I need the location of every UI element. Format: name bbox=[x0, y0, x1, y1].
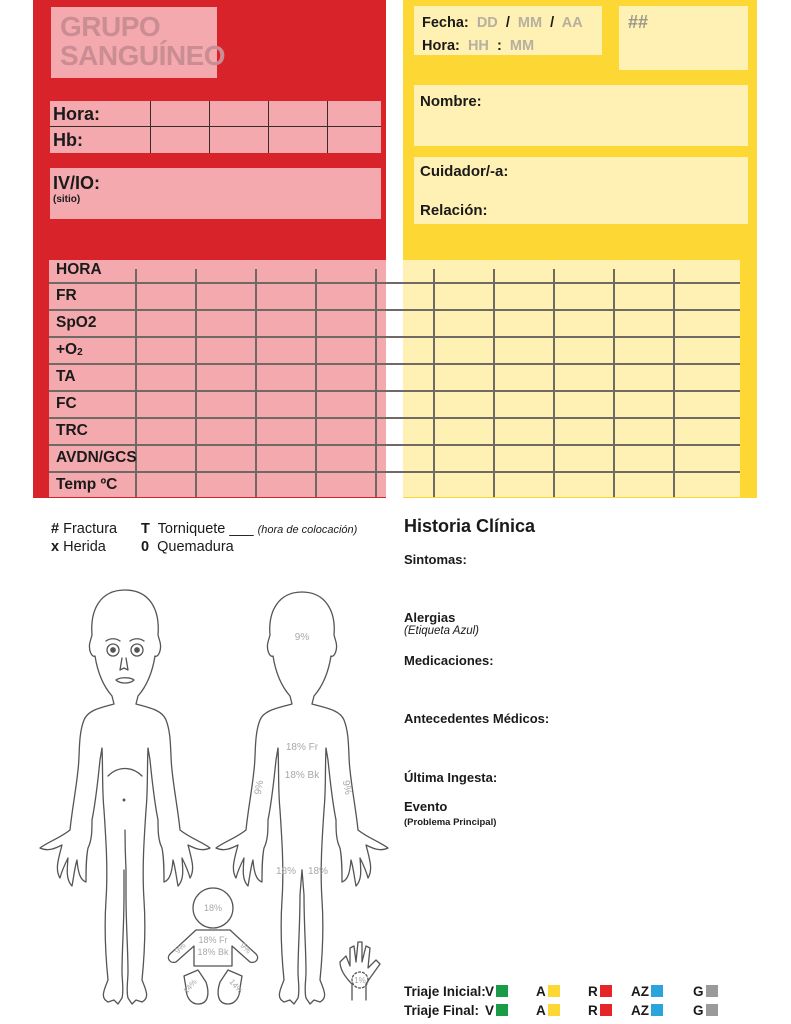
yellow-swatch bbox=[548, 985, 560, 997]
hb-row-label-hora: Hora: bbox=[50, 101, 151, 127]
carer-label: Cuidador/-a: bbox=[420, 163, 509, 180]
blood-group-field[interactable] bbox=[51, 7, 226, 78]
infant-left-arm-pct: 9% bbox=[172, 940, 188, 956]
infant-head-pct: 18% bbox=[203, 903, 223, 913]
hb-cell[interactable] bbox=[210, 101, 269, 127]
green-swatch bbox=[496, 1004, 508, 1016]
hb-row-label-hb: Hb: bbox=[50, 127, 151, 153]
vitals-label-hora: HORA bbox=[56, 261, 102, 278]
legend-burn: 0 Quemadura bbox=[141, 539, 234, 555]
grey-swatch bbox=[706, 985, 718, 997]
hour-placeholder[interactable]: HH bbox=[467, 38, 489, 54]
vitals-label-ta: TA bbox=[56, 368, 76, 385]
legend-tourniquet: T Torniquete ___ (hora de colocación) bbox=[141, 521, 358, 537]
triage-final-g[interactable]: G bbox=[693, 1003, 718, 1018]
infant-trunk-back-pct: 18% Bk bbox=[197, 947, 229, 957]
history-title: Historia Clínica bbox=[404, 516, 536, 536]
medications-label: Medicaciones: bbox=[404, 653, 494, 668]
triage-final-r[interactable]: R bbox=[588, 1003, 612, 1018]
year-placeholder[interactable]: AA bbox=[561, 15, 583, 31]
vitals-label-temp: Temp ºC bbox=[56, 476, 118, 493]
triage-final-row bbox=[404, 1003, 704, 1021]
back-head-pct: 9% bbox=[294, 632, 310, 643]
id-number-placeholder: ## bbox=[628, 12, 649, 32]
infant-right-arm-pct: 9% bbox=[238, 940, 254, 956]
triage-initial-az[interactable]: AZ bbox=[631, 984, 663, 999]
relation-label: Relación: bbox=[420, 202, 488, 219]
palm-figure[interactable] bbox=[340, 942, 380, 1000]
month-placeholder[interactable]: MM bbox=[517, 15, 543, 31]
triage-initial-row bbox=[404, 984, 704, 1002]
infant-left-leg-pct: 14% bbox=[181, 977, 199, 996]
last-intake-label: Última Ingesta: bbox=[404, 770, 498, 785]
vitals-label-fr: FR bbox=[56, 287, 77, 304]
hb-cell[interactable] bbox=[210, 127, 269, 153]
event-note: (Problema Principal) bbox=[404, 817, 497, 828]
time-row: Hora: HH : MM bbox=[422, 38, 535, 54]
date-row: Fecha: DD / MM / AA bbox=[422, 15, 583, 31]
infant-trunk-front-pct: 18% Fr bbox=[198, 935, 228, 945]
hb-table bbox=[50, 101, 381, 153]
hb-cell[interactable] bbox=[328, 127, 381, 153]
blue-swatch bbox=[651, 985, 663, 997]
back-trunk-back-pct: 18% Bk bbox=[284, 770, 320, 781]
vitals-label-trc: TRC bbox=[56, 422, 88, 439]
red-swatch bbox=[600, 1004, 612, 1016]
triage-initial-label: Triaje Inicial: bbox=[404, 984, 486, 999]
name-label: Nombre: bbox=[420, 93, 482, 110]
yellow-swatch bbox=[548, 1004, 560, 1016]
id-number-field[interactable] bbox=[619, 6, 748, 70]
triage-final-label: Triaje Final: bbox=[404, 1003, 480, 1018]
hb-cell[interactable] bbox=[151, 101, 210, 127]
triage-final-v[interactable]: V bbox=[485, 1003, 508, 1018]
triage-final-az[interactable]: AZ bbox=[631, 1003, 663, 1018]
triage-initial-v[interactable]: V bbox=[485, 984, 508, 999]
triage-initial-a[interactable]: A bbox=[536, 984, 560, 999]
back-trunk-front-pct: 18% Fr bbox=[285, 742, 319, 753]
past-history-label: Antecedentes Médicos: bbox=[404, 711, 550, 726]
infant-right-leg-pct: 14% bbox=[227, 977, 245, 996]
vitals-label-spo2: SpO2 bbox=[56, 314, 97, 331]
grey-swatch bbox=[706, 1004, 718, 1016]
triage-final-a[interactable]: A bbox=[536, 1003, 560, 1018]
name-field[interactable] bbox=[414, 85, 748, 146]
triage-initial-g[interactable]: G bbox=[693, 984, 718, 999]
palm-pct: 1% bbox=[354, 976, 366, 985]
iv-io-label: IV/IO: bbox=[53, 173, 101, 193]
hb-cell[interactable] bbox=[269, 127, 328, 153]
date-time-field[interactable] bbox=[414, 6, 602, 55]
allergies-note: (Etiqueta Azul) bbox=[404, 625, 479, 637]
allergies-label: Alergias bbox=[404, 610, 456, 625]
vitals-label-fc: FC bbox=[56, 395, 77, 412]
minute-placeholder[interactable]: MM bbox=[509, 38, 535, 54]
legend-wound: x Herida bbox=[51, 539, 106, 555]
iv-io-field[interactable] bbox=[50, 168, 381, 219]
event-label: Evento bbox=[404, 799, 448, 814]
symptoms-label: Sintomas: bbox=[404, 552, 467, 567]
legend-fracture: # Fractura bbox=[51, 521, 118, 537]
triage-initial-r[interactable]: R bbox=[588, 984, 612, 999]
left-arm-pct: 9% bbox=[252, 779, 267, 796]
vitals-table bbox=[49, 260, 740, 497]
hb-cell[interactable] bbox=[269, 101, 328, 127]
vitals-label-avdn-gcs: AVDN/GCS bbox=[56, 449, 137, 466]
right-arm-pct: 9% bbox=[339, 779, 354, 796]
iv-io-sublabel: (sitio) bbox=[53, 194, 81, 205]
red-swatch bbox=[600, 985, 612, 997]
front-body-figure[interactable] bbox=[40, 590, 210, 1004]
blood-group-label: GRUPO SANGUÍNEO bbox=[60, 11, 226, 71]
day-placeholder[interactable]: DD bbox=[476, 15, 498, 31]
blue-swatch bbox=[651, 1004, 663, 1016]
hb-cell[interactable] bbox=[151, 127, 210, 153]
hb-cell[interactable] bbox=[328, 101, 381, 127]
carer-field[interactable] bbox=[414, 157, 748, 224]
green-swatch bbox=[496, 985, 508, 997]
body-chart[interactable] bbox=[0, 580, 400, 1024]
left-leg-pct: 18% bbox=[275, 866, 297, 877]
right-leg-pct: 18% bbox=[307, 866, 329, 877]
vitals-label-o2: $+O_2$ bbox=[56, 341, 83, 358]
